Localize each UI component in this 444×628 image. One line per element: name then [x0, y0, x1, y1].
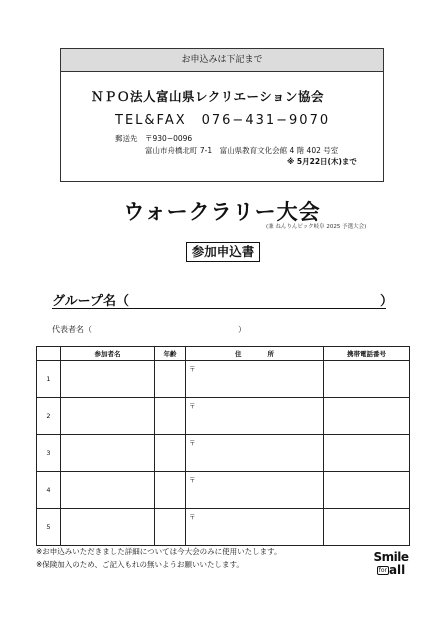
- group-name-label: グループ名（: [52, 294, 129, 309]
- group-name-close: ）: [380, 294, 394, 309]
- deadline: ※ 5月22日(木)まで: [287, 157, 357, 166]
- row-number: 2: [37, 398, 61, 435]
- age-cell[interactable]: [155, 435, 186, 472]
- group-name-field[interactable]: [52, 308, 386, 309]
- logo-smile: Smile: [373, 550, 409, 564]
- logo-for: for: [378, 567, 387, 574]
- form-label: 参加申込書: [186, 242, 260, 262]
- table-row: [37, 398, 410, 435]
- representative-close: ）: [238, 325, 246, 334]
- row-number: 4: [37, 472, 61, 509]
- address: 富山市舟橋北町 7-1 富山県教育文化会館 4 階 402 号室: [145, 146, 339, 155]
- phone-cell[interactable]: [324, 361, 410, 398]
- contact-info-box: [60, 48, 384, 182]
- col-number: [37, 347, 61, 361]
- phone-cell[interactable]: [324, 509, 410, 546]
- col-address: 住 所: [186, 347, 324, 361]
- logo-all: all: [388, 563, 406, 577]
- contact-header: お申込みは下記まで: [61, 49, 383, 72]
- event-subtitle: (兼 ねんりんピック岐阜 2025 予選大会): [266, 224, 367, 230]
- address-cell[interactable]: 〒: [186, 472, 324, 509]
- col-mobile-phone: 携帯電話番号: [324, 347, 410, 361]
- note-privacy: ※お申込みいただきました詳細については今大会のみに使用いたします。: [36, 547, 282, 556]
- participant-name-cell[interactable]: [61, 472, 155, 509]
- phone-cell[interactable]: [324, 472, 410, 509]
- address-cell[interactable]: 〒: [186, 509, 324, 546]
- address-cell[interactable]: 〒: [186, 361, 324, 398]
- table-row: [37, 435, 410, 472]
- note-insurance: ※保険加入のため、ご記入もれの無いようお願いいたします。: [36, 560, 244, 569]
- smile-for-all-logo: [371, 551, 411, 577]
- phone-cell[interactable]: [324, 435, 410, 472]
- col-participant-name: 参加者名: [61, 347, 155, 361]
- participant-name-cell[interactable]: [61, 435, 155, 472]
- age-cell[interactable]: [155, 509, 186, 546]
- phone-cell[interactable]: [324, 398, 410, 435]
- tel-fax: TEL&FAX 076−431−9070: [115, 113, 331, 128]
- row-number: 5: [37, 509, 61, 546]
- table-row: [37, 361, 410, 398]
- address-cell[interactable]: 〒: [186, 435, 324, 472]
- participant-name-cell[interactable]: [61, 361, 155, 398]
- table-row: [37, 509, 410, 546]
- organization-name: ＮＰＯ法人富山県レクリエーション協会: [91, 89, 325, 104]
- age-cell[interactable]: [155, 472, 186, 509]
- participant-table: [36, 346, 410, 546]
- table-row: [37, 472, 410, 509]
- row-number: 1: [37, 361, 61, 398]
- age-cell[interactable]: [155, 361, 186, 398]
- col-age: 年齢: [155, 347, 186, 361]
- address-cell[interactable]: 〒: [186, 398, 324, 435]
- participant-name-cell[interactable]: [61, 398, 155, 435]
- event-title: ウォークラリー大会: [123, 200, 321, 224]
- representative-label: 代表者名（: [52, 325, 92, 334]
- age-cell[interactable]: [155, 398, 186, 435]
- postal-code: 〒930−0096: [145, 134, 193, 143]
- row-number: 3: [37, 435, 61, 472]
- participant-name-cell[interactable]: [61, 509, 155, 546]
- send-label: 郵送先: [115, 134, 138, 143]
- table-header-row: [37, 347, 410, 361]
